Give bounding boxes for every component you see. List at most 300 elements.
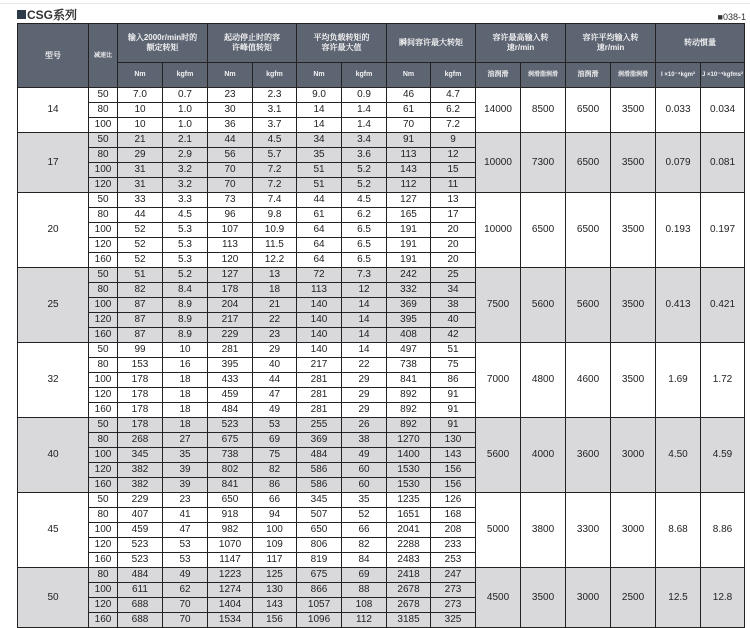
inertia-j: 12.8 xyxy=(701,568,745,628)
peak-torque-nm: 96 xyxy=(208,208,253,223)
rated-torque-kgfm: 16 xyxy=(163,358,208,373)
rated-torque-kgfm: 3.2 xyxy=(163,178,208,193)
rated-torque-kgfm: 3.3 xyxy=(163,193,208,208)
square-bullet-icon xyxy=(17,10,26,19)
avg-load-torque-kgfm: 84 xyxy=(342,553,387,568)
avg-load-torque-kgfm: 12 xyxy=(342,283,387,298)
peak-torque-nm: 484 xyxy=(208,403,253,418)
ratio-cell: 160 xyxy=(89,403,118,418)
momentary-torque-kgfm: 15 xyxy=(431,163,476,178)
rated-torque-nm: 178 xyxy=(118,373,163,388)
max-speed-oil: 5600 xyxy=(476,418,521,493)
momentary-torque-kgfm: 156 xyxy=(431,478,476,493)
momentary-torque-nm: 738 xyxy=(387,358,431,373)
avg-load-torque-kgfm: 1.4 xyxy=(342,103,387,118)
inertia-j: 0.034 xyxy=(701,88,745,133)
peak-torque-kgfm: 44 xyxy=(253,373,297,388)
momentary-torque-kgfm: 12 xyxy=(431,148,476,163)
rated-torque-kgfm: 4.5 xyxy=(163,208,208,223)
inertia-j: 0.421 xyxy=(701,268,745,343)
ratio-cell: 100 xyxy=(89,373,118,388)
avg-load-torque-nm: 61 xyxy=(297,208,342,223)
peak-torque-nm: 1404 xyxy=(208,598,253,613)
momentary-torque-nm: 91 xyxy=(387,133,431,148)
ratio-cell: 80 xyxy=(89,148,118,163)
rated-torque-kgfm: 39 xyxy=(163,463,208,478)
peak-torque-nm: 1147 xyxy=(208,553,253,568)
peak-torque-kgfm: 156 xyxy=(253,613,297,628)
momentary-torque-nm: 892 xyxy=(387,403,431,418)
peak-torque-kgfm: 29 xyxy=(253,343,297,358)
avg-speed-grease: 3500 xyxy=(611,133,656,193)
avg-load-torque-kgfm: 52 xyxy=(342,508,387,523)
table-body xyxy=(18,88,745,628)
rated-torque-kgfm: 70 xyxy=(163,613,208,628)
momentary-torque-nm: 1270 xyxy=(387,433,431,448)
rated-torque-nm: 229 xyxy=(118,493,163,508)
ratio-cell: 50 xyxy=(89,418,118,433)
model-cell: 50 xyxy=(18,568,89,628)
header-max-input-speed: 容许最高输入转速r/min xyxy=(476,24,566,63)
rated-torque-nm: 82 xyxy=(118,283,163,298)
momentary-torque-kgfm: 253 xyxy=(431,553,476,568)
rated-torque-nm: 44 xyxy=(118,208,163,223)
peak-torque-kgfm: 117 xyxy=(253,553,297,568)
avg-load-torque-kgfm: 6.5 xyxy=(342,223,387,238)
peak-torque-kgfm: 23 xyxy=(253,328,297,343)
avg-load-torque-nm: 140 xyxy=(297,298,342,313)
max-speed-oil: 7000 xyxy=(476,343,521,418)
peak-torque-kgfm: 3.7 xyxy=(253,118,297,133)
max-speed-oil: 10000 xyxy=(476,133,521,193)
avg-load-torque-kgfm: 88 xyxy=(342,583,387,598)
rated-torque-nm: 99 xyxy=(118,343,163,358)
rated-torque-kgfm: 53 xyxy=(163,553,208,568)
rated-torque-kgfm: 0.7 xyxy=(163,88,208,103)
momentary-torque-nm: 191 xyxy=(387,253,431,268)
momentary-torque-nm: 165 xyxy=(387,208,431,223)
rated-torque-kgfm: 23 xyxy=(163,493,208,508)
momentary-torque-nm: 1530 xyxy=(387,478,431,493)
inertia-i: 1.69 xyxy=(656,343,701,418)
ratio-cell: 160 xyxy=(89,613,118,628)
peak-torque-nm: 650 xyxy=(208,493,253,508)
avg-load-torque-nm: 34 xyxy=(297,133,342,148)
peak-torque-nm: 918 xyxy=(208,508,253,523)
avg-load-torque-kgfm: 14 xyxy=(342,328,387,343)
rated-torque-kgfm: 8.9 xyxy=(163,298,208,313)
peak-torque-kgfm: 5.7 xyxy=(253,148,297,163)
rated-torque-nm: 31 xyxy=(118,178,163,193)
series-title xyxy=(17,6,77,23)
avg-speed-grease: 3500 xyxy=(611,88,656,133)
table-row xyxy=(18,193,745,208)
avg-load-torque-kgfm: 3.4 xyxy=(342,133,387,148)
rated-torque-nm: 382 xyxy=(118,478,163,493)
avg-load-torque-kgfm: 112 xyxy=(342,613,387,628)
max-speed-oil: 10000 xyxy=(476,193,521,268)
inertia-j: 1.72 xyxy=(701,343,745,418)
max-speed-oil: 4500 xyxy=(476,568,521,628)
momentary-torque-kgfm: 273 xyxy=(431,598,476,613)
model-cell: 32 xyxy=(18,343,89,418)
momentary-torque-nm: 2483 xyxy=(387,553,431,568)
header-avg-load-torque: 平均负载转矩的容许最大值 xyxy=(297,24,387,63)
avg-load-torque-kgfm: 29 xyxy=(342,388,387,403)
peak-torque-nm: 217 xyxy=(208,313,253,328)
avg-load-torque-nm: 14 xyxy=(297,118,342,133)
unit-kgfm: kgfm xyxy=(163,63,208,88)
inertia-i: 0.079 xyxy=(656,133,701,193)
momentary-torque-nm: 2041 xyxy=(387,523,431,538)
avg-load-torque-kgfm: 5.2 xyxy=(342,178,387,193)
ratio-cell: 80 xyxy=(89,433,118,448)
max-speed-oil: 7500 xyxy=(476,268,521,343)
rated-torque-nm: 7.0 xyxy=(118,88,163,103)
table-row xyxy=(18,88,745,103)
rated-torque-nm: 484 xyxy=(118,568,163,583)
inertia-j: 0.197 xyxy=(701,193,745,268)
momentary-torque-kgfm: 7.2 xyxy=(431,118,476,133)
peak-torque-kgfm: 4.5 xyxy=(253,133,297,148)
momentary-torque-nm: 61 xyxy=(387,103,431,118)
avg-load-torque-kgfm: 38 xyxy=(342,433,387,448)
rated-torque-nm: 51 xyxy=(118,268,163,283)
avg-load-torque-kgfm: 60 xyxy=(342,478,387,493)
avg-load-torque-kgfm: 6.5 xyxy=(342,238,387,253)
peak-torque-nm: 1274 xyxy=(208,583,253,598)
ratio-cell: 100 xyxy=(89,448,118,463)
avg-load-torque-nm: 281 xyxy=(297,403,342,418)
avg-load-torque-nm: 140 xyxy=(297,313,342,328)
avg-load-torque-kgfm: 49 xyxy=(342,448,387,463)
avg-load-torque-kgfm: 1.4 xyxy=(342,118,387,133)
momentary-torque-nm: 841 xyxy=(387,373,431,388)
peak-torque-kgfm: 9.8 xyxy=(253,208,297,223)
ratio-cell: 50 xyxy=(89,343,118,358)
model-cell: 40 xyxy=(18,418,89,493)
avg-load-torque-nm: 9.0 xyxy=(297,88,342,103)
ratio-cell: 80 xyxy=(89,568,118,583)
rated-torque-nm: 459 xyxy=(118,523,163,538)
avg-load-torque-nm: 72 xyxy=(297,268,342,283)
momentary-torque-kgfm: 11 xyxy=(431,178,476,193)
avg-speed-oil: 3000 xyxy=(566,568,611,628)
avg-load-torque-kgfm: 29 xyxy=(342,373,387,388)
momentary-torque-kgfm: 75 xyxy=(431,358,476,373)
ratio-cell: 160 xyxy=(89,478,118,493)
rated-torque-kgfm: 8.4 xyxy=(163,283,208,298)
peak-torque-kgfm: 13 xyxy=(253,268,297,283)
table-row xyxy=(18,568,745,583)
momentary-torque-kgfm: 20 xyxy=(431,253,476,268)
rated-torque-nm: 31 xyxy=(118,163,163,178)
momentary-torque-nm: 112 xyxy=(387,178,431,193)
rated-torque-nm: 87 xyxy=(118,298,163,313)
header-model: 型号 xyxy=(18,24,89,88)
avg-load-torque-kgfm: 5.2 xyxy=(342,163,387,178)
peak-torque-nm: 178 xyxy=(208,283,253,298)
rated-torque-nm: 21 xyxy=(118,133,163,148)
momentary-torque-nm: 408 xyxy=(387,328,431,343)
rated-torque-kgfm: 39 xyxy=(163,478,208,493)
rated-torque-nm: 523 xyxy=(118,553,163,568)
ratio-cell: 100 xyxy=(89,583,118,598)
unit-oil: 油润滑 xyxy=(476,63,521,88)
peak-torque-nm: 395 xyxy=(208,358,253,373)
ratio-cell: 100 xyxy=(89,298,118,313)
avg-load-torque-kgfm: 69 xyxy=(342,568,387,583)
ratio-cell: 120 xyxy=(89,313,118,328)
inertia-j: 0.081 xyxy=(701,133,745,193)
avg-speed-oil: 5600 xyxy=(566,268,611,343)
momentary-torque-nm: 3185 xyxy=(387,613,431,628)
avg-load-torque-nm: 64 xyxy=(297,223,342,238)
avg-load-torque-nm: 345 xyxy=(297,493,342,508)
header-momentary-torque: 瞬间容许最大转矩 xyxy=(387,24,476,63)
momentary-torque-kgfm: 13 xyxy=(431,193,476,208)
momentary-torque-kgfm: 40 xyxy=(431,313,476,328)
ratio-cell: 120 xyxy=(89,178,118,193)
rated-torque-kgfm: 41 xyxy=(163,508,208,523)
model-cell: 20 xyxy=(18,193,89,268)
momentary-torque-kgfm: 51 xyxy=(431,343,476,358)
peak-torque-nm: 120 xyxy=(208,253,253,268)
peak-torque-kgfm: 69 xyxy=(253,433,297,448)
rated-torque-kgfm: 70 xyxy=(163,598,208,613)
rated-torque-nm: 33 xyxy=(118,193,163,208)
avg-speed-grease: 3500 xyxy=(611,268,656,343)
avg-speed-grease: 3500 xyxy=(611,193,656,268)
rated-torque-kgfm: 18 xyxy=(163,373,208,388)
peak-torque-nm: 73 xyxy=(208,193,253,208)
momentary-torque-kgfm: 247 xyxy=(431,568,476,583)
ratio-cell: 80 xyxy=(89,283,118,298)
ratio-cell: 160 xyxy=(89,553,118,568)
momentary-torque-nm: 191 xyxy=(387,223,431,238)
momentary-torque-kgfm: 20 xyxy=(431,223,476,238)
top-divider xyxy=(0,3,750,4)
ratio-cell: 100 xyxy=(89,523,118,538)
avg-load-torque-nm: 140 xyxy=(297,328,342,343)
rated-torque-kgfm: 53 xyxy=(163,538,208,553)
momentary-torque-kgfm: 233 xyxy=(431,538,476,553)
momentary-torque-nm: 191 xyxy=(387,238,431,253)
peak-torque-nm: 107 xyxy=(208,223,253,238)
rated-torque-kgfm: 49 xyxy=(163,568,208,583)
peak-torque-kgfm: 130 xyxy=(253,583,297,598)
ratio-cell: 160 xyxy=(89,328,118,343)
avg-load-torque-nm: 866 xyxy=(297,583,342,598)
ratio-cell: 80 xyxy=(89,208,118,223)
rated-torque-kgfm: 2.1 xyxy=(163,133,208,148)
avg-speed-oil: 6500 xyxy=(566,133,611,193)
ratio-cell: 80 xyxy=(89,103,118,118)
ratio-cell: 120 xyxy=(89,388,118,403)
rated-torque-nm: 153 xyxy=(118,358,163,373)
max-speed-grease: 6500 xyxy=(521,193,566,268)
rated-torque-nm: 382 xyxy=(118,463,163,478)
max-speed-grease: 8500 xyxy=(521,88,566,133)
rated-torque-nm: 407 xyxy=(118,508,163,523)
momentary-torque-nm: 395 xyxy=(387,313,431,328)
avg-load-torque-nm: 281 xyxy=(297,388,342,403)
rated-torque-kgfm: 47 xyxy=(163,523,208,538)
inertia-i: 4.50 xyxy=(656,418,701,493)
peak-torque-nm: 23 xyxy=(208,88,253,103)
peak-torque-nm: 204 xyxy=(208,298,253,313)
inertia-i: 0.193 xyxy=(656,193,701,268)
avg-speed-oil: 6500 xyxy=(566,193,611,268)
momentary-torque-kgfm: 325 xyxy=(431,613,476,628)
peak-torque-nm: 1534 xyxy=(208,613,253,628)
peak-torque-kgfm: 21 xyxy=(253,298,297,313)
avg-load-torque-nm: 44 xyxy=(297,193,342,208)
rated-torque-nm: 52 xyxy=(118,253,163,268)
rated-torque-kgfm: 3.2 xyxy=(163,163,208,178)
avg-load-torque-kgfm: 6.5 xyxy=(342,253,387,268)
peak-torque-nm: 1070 xyxy=(208,538,253,553)
inertia-i: 0.033 xyxy=(656,88,701,133)
ratio-cell: 100 xyxy=(89,223,118,238)
momentary-torque-kgfm: 143 xyxy=(431,448,476,463)
avg-load-torque-nm: 1057 xyxy=(297,598,342,613)
peak-torque-kgfm: 7.2 xyxy=(253,178,297,193)
peak-torque-kgfm: 47 xyxy=(253,388,297,403)
peak-torque-kgfm: 3.1 xyxy=(253,103,297,118)
avg-speed-oil: 3300 xyxy=(566,493,611,568)
inertia-i: 8.68 xyxy=(656,493,701,568)
rated-torque-kgfm: 27 xyxy=(163,433,208,448)
avg-load-torque-nm: 255 xyxy=(297,418,342,433)
momentary-torque-nm: 2678 xyxy=(387,583,431,598)
avg-load-torque-nm: 14 xyxy=(297,103,342,118)
peak-torque-kgfm: 109 xyxy=(253,538,297,553)
peak-torque-kgfm: 2.3 xyxy=(253,88,297,103)
ratio-cell: 100 xyxy=(89,118,118,133)
unit-inertia-j: J ×10⁻⁴kgfms² xyxy=(701,63,745,88)
avg-load-torque-kgfm: 35 xyxy=(342,493,387,508)
momentary-torque-nm: 46 xyxy=(387,88,431,103)
peak-torque-nm: 127 xyxy=(208,268,253,283)
peak-torque-kgfm: 100 xyxy=(253,523,297,538)
rated-torque-nm: 10 xyxy=(118,103,163,118)
momentary-torque-nm: 369 xyxy=(387,298,431,313)
rated-torque-kgfm: 10 xyxy=(163,343,208,358)
peak-torque-kgfm: 125 xyxy=(253,568,297,583)
momentary-torque-kgfm: 130 xyxy=(431,433,476,448)
avg-load-torque-kgfm: 14 xyxy=(342,313,387,328)
avg-speed-oil: 4600 xyxy=(566,343,611,418)
peak-torque-kgfm: 86 xyxy=(253,478,297,493)
max-speed-grease: 5600 xyxy=(521,268,566,343)
avg-load-torque-nm: 586 xyxy=(297,463,342,478)
avg-speed-grease: 2500 xyxy=(611,568,656,628)
peak-torque-nm: 56 xyxy=(208,148,253,163)
rated-torque-kgfm: 8.9 xyxy=(163,328,208,343)
rated-torque-kgfm: 8.9 xyxy=(163,313,208,328)
unit-kgfm: kgfm xyxy=(431,63,476,88)
momentary-torque-kgfm: 273 xyxy=(431,583,476,598)
rated-torque-nm: 87 xyxy=(118,328,163,343)
peak-torque-kgfm: 40 xyxy=(253,358,297,373)
momentary-torque-nm: 1235 xyxy=(387,493,431,508)
momentary-torque-kgfm: 42 xyxy=(431,328,476,343)
rated-torque-nm: 268 xyxy=(118,433,163,448)
momentary-torque-kgfm: 38 xyxy=(431,298,476,313)
header-rated-torque: 输入2000r/min时的额定转矩 xyxy=(118,24,208,63)
momentary-torque-kgfm: 156 xyxy=(431,463,476,478)
inertia-j: 4.59 xyxy=(701,418,745,493)
table-row xyxy=(18,343,745,358)
rated-torque-kgfm: 2.9 xyxy=(163,148,208,163)
momentary-torque-kgfm: 17 xyxy=(431,208,476,223)
inertia-i: 0.413 xyxy=(656,268,701,343)
momentary-torque-nm: 2418 xyxy=(387,568,431,583)
peak-torque-kgfm: 7.4 xyxy=(253,193,297,208)
momentary-torque-nm: 127 xyxy=(387,193,431,208)
avg-load-torque-nm: 484 xyxy=(297,448,342,463)
avg-load-torque-kgfm: 14 xyxy=(342,298,387,313)
page-code: ■038-1 xyxy=(717,12,746,22)
momentary-torque-nm: 1651 xyxy=(387,508,431,523)
model-cell: 45 xyxy=(18,493,89,568)
rated-torque-kgfm: 18 xyxy=(163,388,208,403)
momentary-torque-nm: 1400 xyxy=(387,448,431,463)
avg-load-torque-kgfm: 66 xyxy=(342,523,387,538)
peak-torque-nm: 36 xyxy=(208,118,253,133)
rated-torque-kgfm: 1.0 xyxy=(163,103,208,118)
avg-load-torque-kgfm: 60 xyxy=(342,463,387,478)
avg-load-torque-kgfm: 6.2 xyxy=(342,208,387,223)
max-speed-grease: 3800 xyxy=(521,493,566,568)
unit-kgfm: kgfm xyxy=(253,63,297,88)
avg-load-torque-kgfm: 22 xyxy=(342,358,387,373)
momentary-torque-kgfm: 9 xyxy=(431,133,476,148)
peak-torque-kgfm: 18 xyxy=(253,283,297,298)
peak-torque-kgfm: 143 xyxy=(253,598,297,613)
momentary-torque-kgfm: 20 xyxy=(431,238,476,253)
avg-load-torque-kgfm: 26 xyxy=(342,418,387,433)
ratio-cell: 50 xyxy=(89,88,118,103)
peak-torque-nm: 523 xyxy=(208,418,253,433)
rated-torque-nm: 87 xyxy=(118,313,163,328)
ratio-cell: 160 xyxy=(89,253,118,268)
peak-torque-nm: 459 xyxy=(208,388,253,403)
header-avg-input-speed: 容许平均输入转速r/min xyxy=(566,24,656,63)
avg-speed-oil: 6500 xyxy=(566,88,611,133)
peak-torque-kgfm: 82 xyxy=(253,463,297,478)
momentary-torque-kgfm: 34 xyxy=(431,283,476,298)
ratio-cell: 100 xyxy=(89,163,118,178)
ratio-cell: 120 xyxy=(89,463,118,478)
momentary-torque-nm: 497 xyxy=(387,343,431,358)
unit-inertia-i: I ×10⁻⁴kgm² xyxy=(656,63,701,88)
peak-torque-kgfm: 11.5 xyxy=(253,238,297,253)
peak-torque-nm: 30 xyxy=(208,103,253,118)
rated-torque-kgfm: 35 xyxy=(163,448,208,463)
ratio-cell: 50 xyxy=(89,493,118,508)
avg-load-torque-nm: 51 xyxy=(297,163,342,178)
rated-torque-nm: 688 xyxy=(118,613,163,628)
rated-torque-kgfm: 5.2 xyxy=(163,268,208,283)
ratio-cell: 50 xyxy=(89,133,118,148)
max-speed-grease: 4000 xyxy=(521,418,566,493)
rated-torque-nm: 10 xyxy=(118,118,163,133)
avg-load-torque-kgfm: 3.6 xyxy=(342,148,387,163)
momentary-torque-kgfm: 168 xyxy=(431,508,476,523)
rated-torque-nm: 29 xyxy=(118,148,163,163)
